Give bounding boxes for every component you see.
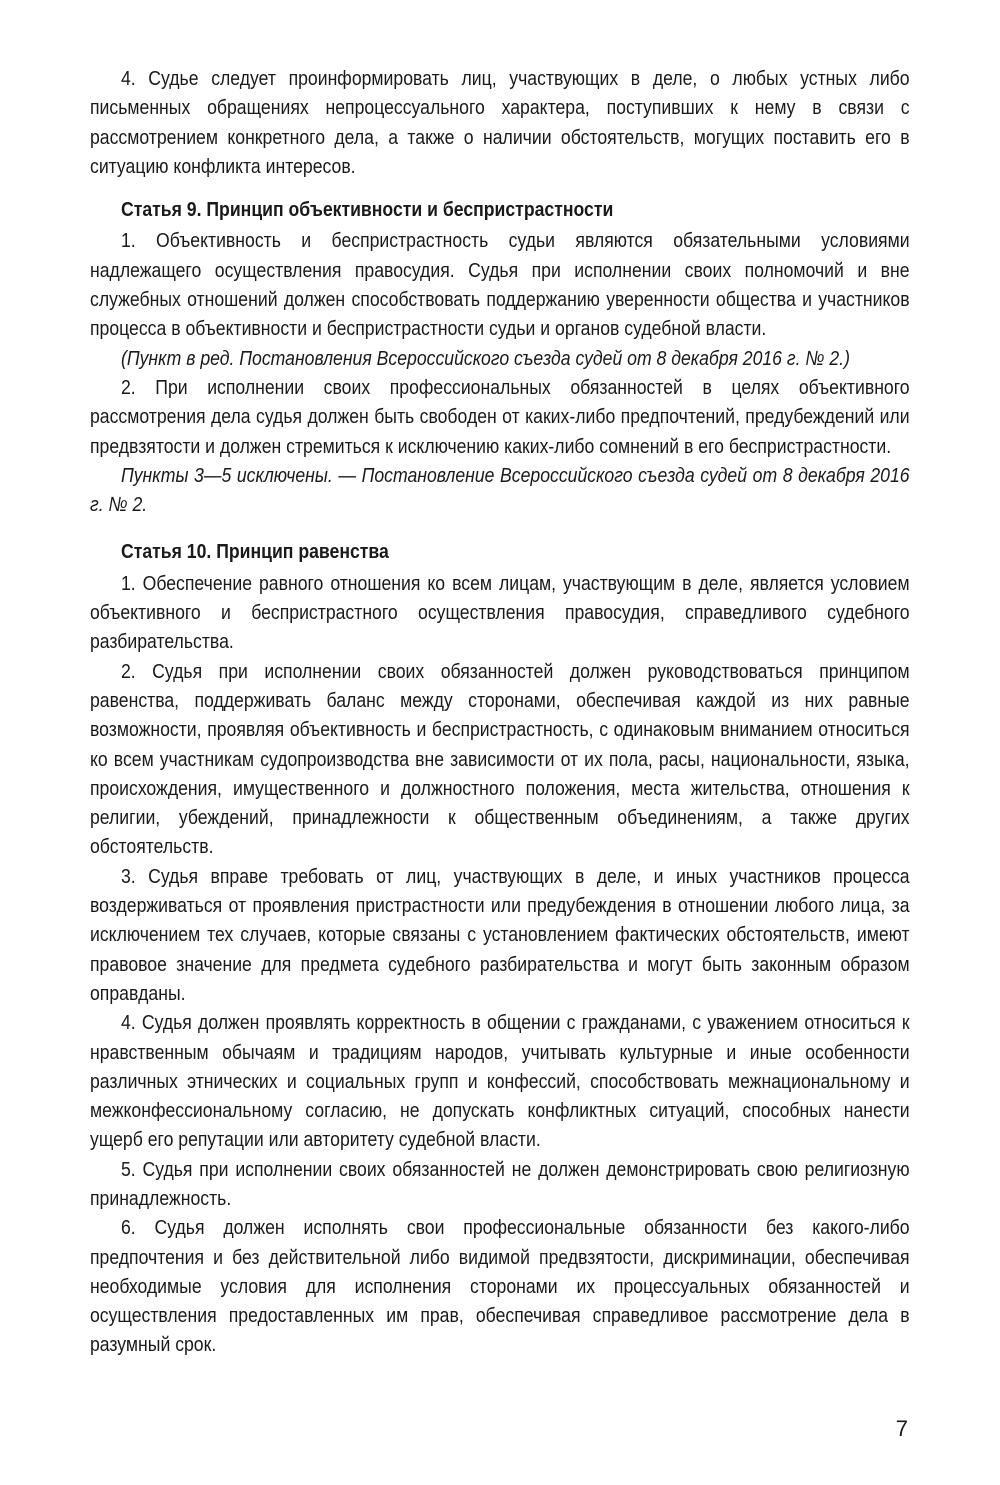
article8-paragraph-4: 4. Судье следует проинформировать лиц, участвующих в деле, о любых устных либо письменных обращениях непроцессуального характера, поступивших к нему в связи с рассмотрением конкретного дела, а также о наличии обстоятельств, могущих поставить его в ситуацию конфликта интересов.	[90, 67, 910, 178]
article10-paragraph-2: 2. Судья при исполнении своих обязанностей должен руководствоваться принципом равенства, поддерживать баланс между сторонами, обеспечивая каждой из них равные возможности, проявляя объективность и беспристрастность, с одинаковым вниманием относиться ко всем участникам судопроизводства вне зависимости от их пола, расы, национальности, языка, происхождения, имущественного и должностного положения, места жительства, отношения к религии, убеждений, принадлежности к общественным объединениям, а также других обстоятельств.	[90, 659, 910, 859]
article10-paragraph-1: 1. Обеспечение равного отношения ко всем лицам, участвующим в деле, является условием объективного и беспристрастного осуществления правосудия, справедливого судебного разбирательства.	[90, 571, 910, 654]
article10-paragraph-6: 6. Судья должен исполнять свои профессиональные обязанности без какого-либо предпочтения и без действительной либо видимой предвзятости, дискриминации, обеспечивая необходимые условия для исполнения сторонами их процессуальных обязанностей и осуществления предоставленных им прав, обеспечивая справедливое рассмотрение дела в разумный срок.	[90, 1216, 910, 1357]
article9-excluded-note: Пункты 3—5 исключены. — Постановление Всероссийского съезда судей от 8 декабря 2016 г. № 2.	[90, 463, 910, 517]
page-number: 7	[895, 1416, 908, 1441]
article9-heading: Статья 9. Принцип объективности и беспристрастности	[120, 198, 614, 222]
article9-paragraph-2: 2. При исполнении своих профессиональных обязанностей в целях объективного рассмотрения дела судья должен быть свободен от каких-либо предпочтений, предубеждений или предвзятости и должен стремиться к исключению каких-либо сомнений в его беспристрастности.	[90, 375, 910, 458]
article10-heading: Статья 10. Принцип равенства	[120, 540, 389, 564]
article10-paragraph-4: 4. Судья должен проявлять корректность в общении с гражданами, с уважением относиться к нравственным обычаям и традициям народов, учитывать культурные и иные особенности различных этнических и социальных групп и конфессий, способствовать межнациональному и межконфессиональному согласию, не допускать конфликтных ситуаций, способных нанести ущерб его репутации или авторитету судебной власти.	[90, 1011, 910, 1152]
article10-paragraph-3: 3. Судья вправе требовать от лиц, участвующих в деле, и иных участников процесса воздерживаться от проявления пристрастности или предубеждения в отношении любого лица, за исключением тех случаев, которые связаны с установлением фактических обстоятельств, имеют правовое значение для предмета судебного разбирательства и могут быть законным образом оправданы.	[90, 864, 910, 1005]
article9-amendment-note: (Пункт в ред. Постановления Всероссийского съезда судей от 8 декабря 2016 г. № 2.)	[120, 346, 850, 370]
article9-paragraph-1: 1. Объективность и беспристрастность судьи являются обязательными условиями надлежащего осуществления правосудия. Судья при исполнении своих полномочий и вне служебных отношений должен способствовать поддержанию уверенности общества и участников процесса в объективности и беспристрастности судьи и органов судебной власти.	[90, 229, 910, 341]
article10-paragraph-5: 5. Судья при исполнении своих обязанностей не должен демонстрировать свою религиозную принадлежность.	[90, 1157, 910, 1210]
document-page	[90, 64, 910, 1360]
